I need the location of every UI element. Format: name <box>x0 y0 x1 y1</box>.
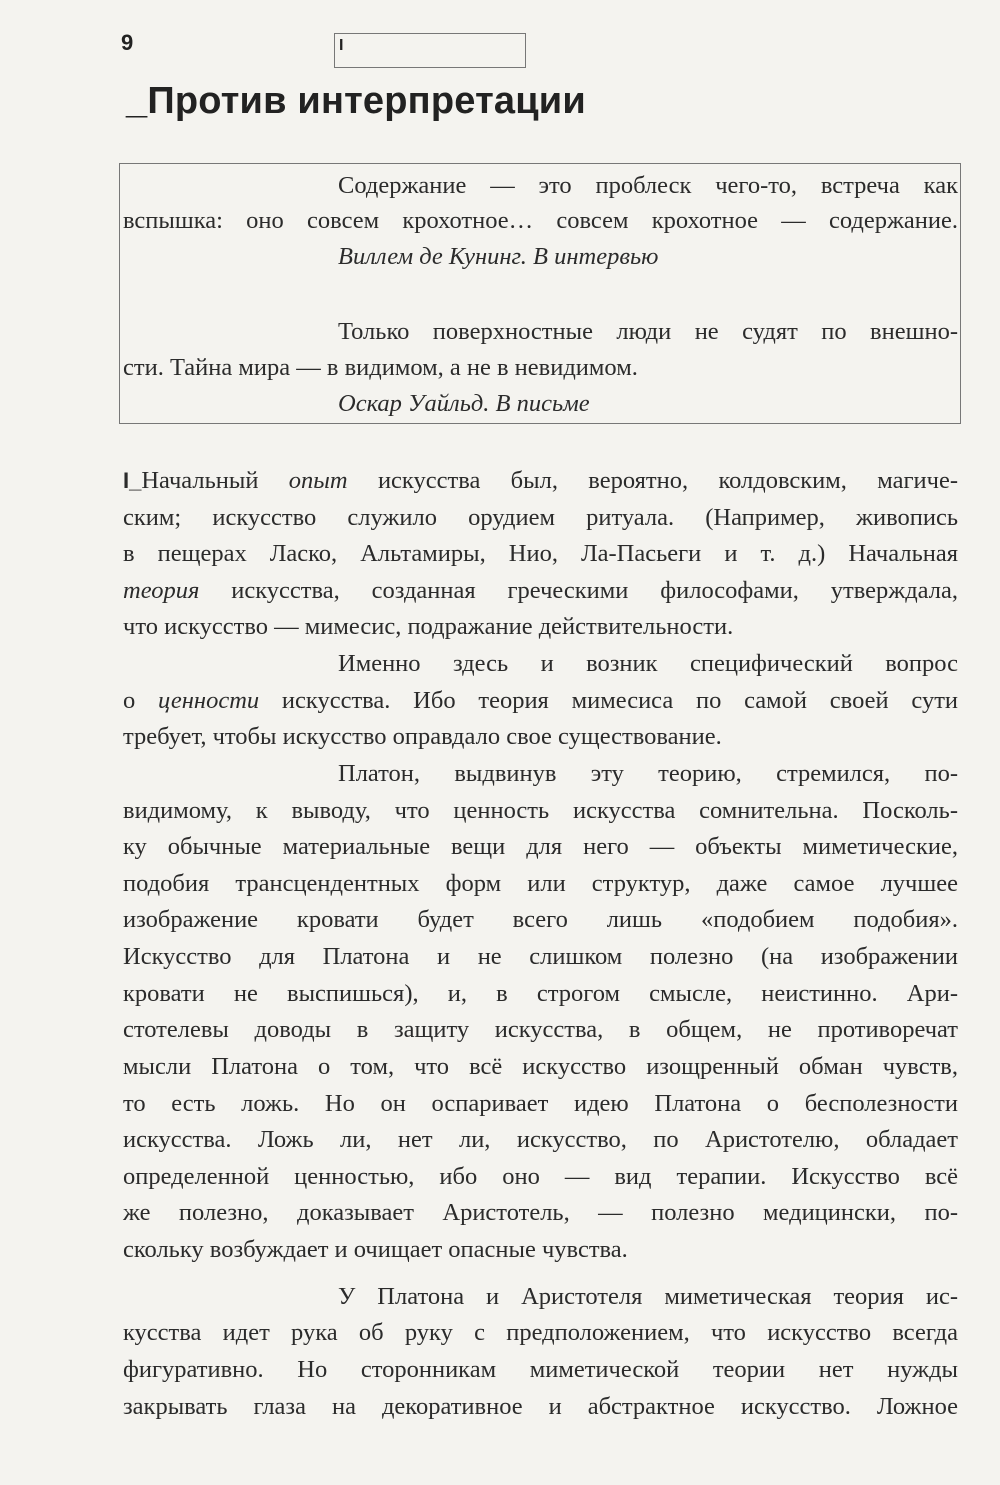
paragraph-2-line-1: Именно здесь и возник специфический вопрос <box>338 650 958 677</box>
paragraph-1-line-2: ским; искусство служило орудием ритуала. (Например, живопись <box>123 504 958 531</box>
section-marker: I <box>339 37 344 54</box>
text-run: Начальный <box>141 467 289 494</box>
epigraph-1-line-1: Содержание — это проблеск чего-то, встреча как <box>338 172 958 199</box>
paragraph-3-line-1: Платон, выдвинув эту теорию, стремился, по- <box>338 760 958 787</box>
paragraph-3-line-5: изображение кровати будет всего лишь «подобием подобия». <box>123 906 958 933</box>
paragraph-1-line-4 <box>123 579 958 604</box>
paragraph-3-line-6: Искусство для Платона и не слишком полезно (на изображении <box>123 943 958 970</box>
emphasis-term: ценности <box>158 687 260 714</box>
epigraph-1-attribution: Виллем де Кунинг. В интервью <box>338 243 659 270</box>
paragraph-4-line-1: У Платона и Аристотеля миметическая теория ис- <box>338 1283 958 1310</box>
paragraph-3-line-4: подобия трансцендентных форм или структур, даже самое лучшее <box>123 870 958 897</box>
paragraph-2-line-2 <box>123 689 958 714</box>
text-run: искусства, созданная греческими философами, утверждала, <box>199 577 958 604</box>
paragraph-3-line-2: видимому, к выводу, что ценность искусства сомнительна. Посколь- <box>123 797 958 824</box>
epigraph-2-line-1: Только поверхностные люди не судят по внешно- <box>338 318 958 345</box>
paragraph-3-line-7: кровати не выспишься), и, в строгом смысле, неистинно. Ари- <box>123 980 958 1007</box>
epigraph-1-line-2: вспышка: оно совсем крохотное… совсем крохотное — содержание. <box>123 207 958 234</box>
paragraph-mark: I_ <box>123 468 142 493</box>
paragraph-1-line-3: в пещерах Ласко, Альтамиры, Нио, Ла-Пасьеги и т. д.) Начальная <box>123 540 958 567</box>
chapter-title: _Против интерпретации <box>126 80 586 122</box>
paragraph-3-line-8: стотелевы доводы в защиту искусства, в общем, не противоречат <box>123 1016 958 1043</box>
text-run: искусства был, вероятно, колдовским, магиче- <box>347 467 958 494</box>
paragraph-3-line-13: же полезно, доказывает Аристотель, — полезно медицински, по- <box>123 1199 958 1226</box>
paragraph-4-line-2: кусства идет рука об руку с предположением, что искусство всегда <box>123 1319 958 1346</box>
emphasis-term: теория <box>123 577 200 604</box>
paragraph-4-line-3: фигуративно. Но сторонникам миметической теории нет нужды <box>123 1356 958 1383</box>
paragraph-3-line-3: ку обычные материальные вещи для него — объекты миметические, <box>123 833 958 860</box>
paragraph-4-line-4: закрывать глаза на декоративное и абстрактное искусство. Ложное <box>123 1393 958 1420</box>
epigraph-box <box>119 163 961 424</box>
section-marker-box <box>334 33 526 68</box>
text-run: искусства. Ибо теория мимесиса по самой своей сути <box>259 687 959 714</box>
paragraph-3-line-11: искусства. Ложь ли, нет ли, искусство, по Аристотелю, обладает <box>123 1126 958 1153</box>
epigraph-2-line-2: сти. Тайна мира — в видимом, а не в невидимом. <box>123 354 638 381</box>
paragraph-2-line-3: требует, чтобы искусство оправдало свое существование. <box>123 723 722 750</box>
paragraph-1-line-1 <box>123 469 958 494</box>
page-number: 9 <box>121 30 134 55</box>
paragraph-3-line-9: мысли Платона о том, что всё искусство изощренный обман чувств, <box>123 1053 958 1080</box>
paragraph-3-line-14: скольку возбуждает и очищает опасные чувства. <box>123 1236 628 1263</box>
paragraph-3-line-12: определенной ценностью, ибо оно — вид терапии. Искусство всё <box>123 1163 958 1190</box>
emphasis-term: опыт <box>288 467 348 494</box>
paragraph-3-line-10: то есть ложь. Но он оспаривает идею Платона о бесполезности <box>123 1090 958 1117</box>
paragraph-1-line-5: что искусство — мимесис, подражание действительности. <box>123 613 734 640</box>
epigraph-2-attribution: Оскар Уайльд. В письме <box>338 390 590 417</box>
text-run: о <box>123 687 159 714</box>
